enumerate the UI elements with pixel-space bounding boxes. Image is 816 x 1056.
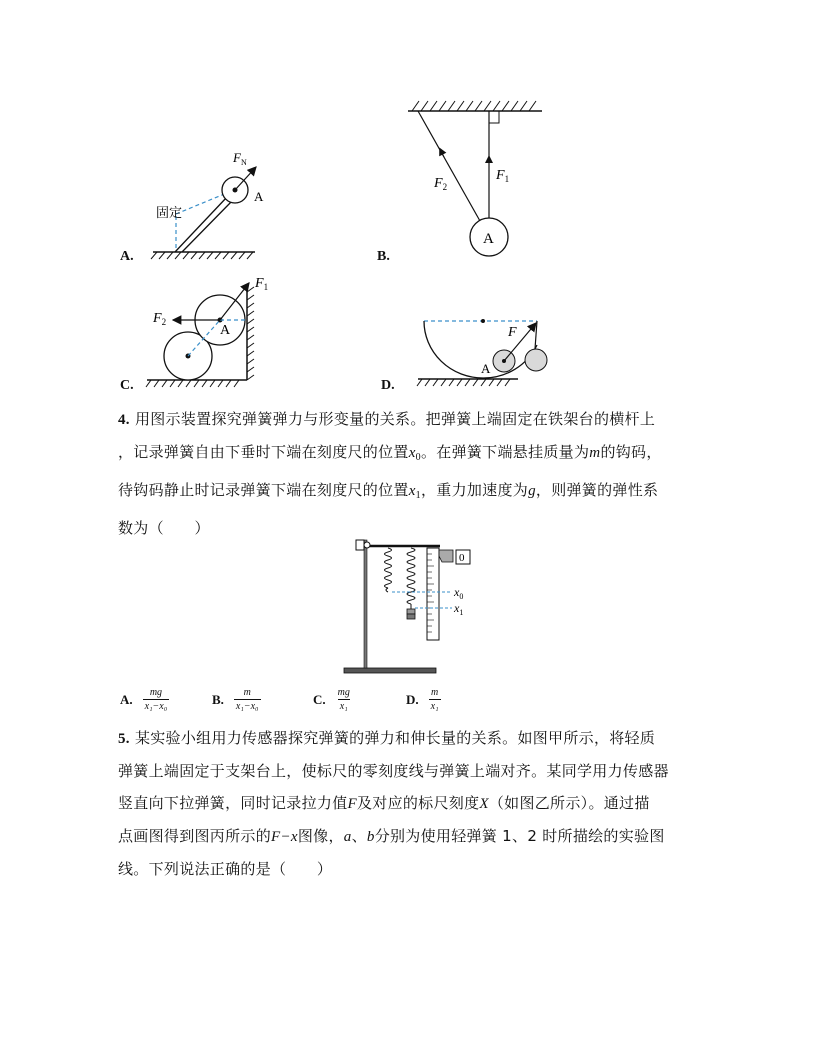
scale-zero-label: 0 (459, 552, 465, 564)
q4-choice-b[interactable]: B. $\frac{m}{\text{x₁−x₀}}$ (212, 687, 259, 712)
ball-a-label: A (254, 189, 264, 204)
d-f-label: F (508, 325, 517, 340)
figure-a (145, 140, 270, 265)
figure-d (412, 305, 557, 390)
q5-line-1: 5. 某实验小组用力传感器探究弹簧的弹力和伸长量的关系。如图甲所示，将轻质 (118, 729, 656, 747)
ball-b-label: A (483, 231, 494, 247)
question-5 (118, 722, 708, 885)
figure-c (143, 272, 273, 394)
q4-line-1: 4. 用图示装置探究弹簧弹力与形变量的关系。把弹簧上端固定在铁架台的横杆上 (118, 410, 656, 428)
q5-number: 5. (118, 731, 130, 747)
q4-line-4: 数为（ ） (118, 519, 210, 537)
f1-label: $F_1$ (496, 168, 510, 184)
figure-b (400, 95, 550, 265)
fn-label: $F_N$ (233, 150, 247, 167)
q5-line-2: 弹簧上端固定于支架台上，使标尺的零刻度线与弹簧上端对齐。某同学用力传感器 (118, 762, 669, 780)
option-a-label: A. (120, 249, 134, 264)
fixed-label: 固定 (156, 206, 183, 221)
q5-line-5: 线。下列说法正确的是（ ） (118, 860, 333, 878)
q4-number: 4. (118, 412, 130, 428)
c-f2-label: $F_2$ (153, 311, 167, 327)
c-f1-label: $F_1$ (255, 276, 269, 292)
option-d-label: D. (381, 378, 395, 393)
d-ball-a-label: A (481, 361, 491, 376)
q5-line-3: 竖直向下拉弹簧，同时记录拉力值F及对应的标尺刻度X（如图乙所示）。通过描 (118, 794, 650, 812)
q5-line-4: 点画图得到图丙所示的F−x图像，a、b分别为使用轻弹簧 1、2 时所描绘的实验图 (118, 827, 665, 845)
question-4 (118, 403, 708, 544)
q4-choice-d[interactable]: D. $\frac{m}{\text{x₁}}$ (406, 687, 439, 712)
c-ball-a-label: A (220, 323, 231, 338)
q4-line-2: ，记录弹簧自由下垂时下端在刻度尺的位置$x_0$。在弹簧下端悬挂质量为m的钩码， (118, 443, 662, 463)
option-b-label: B. (377, 249, 390, 264)
q4-apparatus-figure (340, 532, 480, 680)
option-c-label: C. (120, 378, 134, 393)
mark-x0-label: $x_0$ (454, 585, 464, 601)
q4-choice-c[interactable]: C. $\frac{mg}{\text{x₁}}$ (313, 687, 350, 712)
f2-label: $F_2$ (434, 176, 448, 192)
q4-line-3: 待钩码静止时记录弹簧下端在刻度尺的位置$x_1$，重力加速度为g，则弹簧的弹性系 (118, 481, 659, 501)
mark-x1-label: $x_1$ (454, 601, 464, 617)
q4-choice-a[interactable]: A. $\frac{mg}{\text{x₁−x₀}}$ (120, 687, 168, 712)
